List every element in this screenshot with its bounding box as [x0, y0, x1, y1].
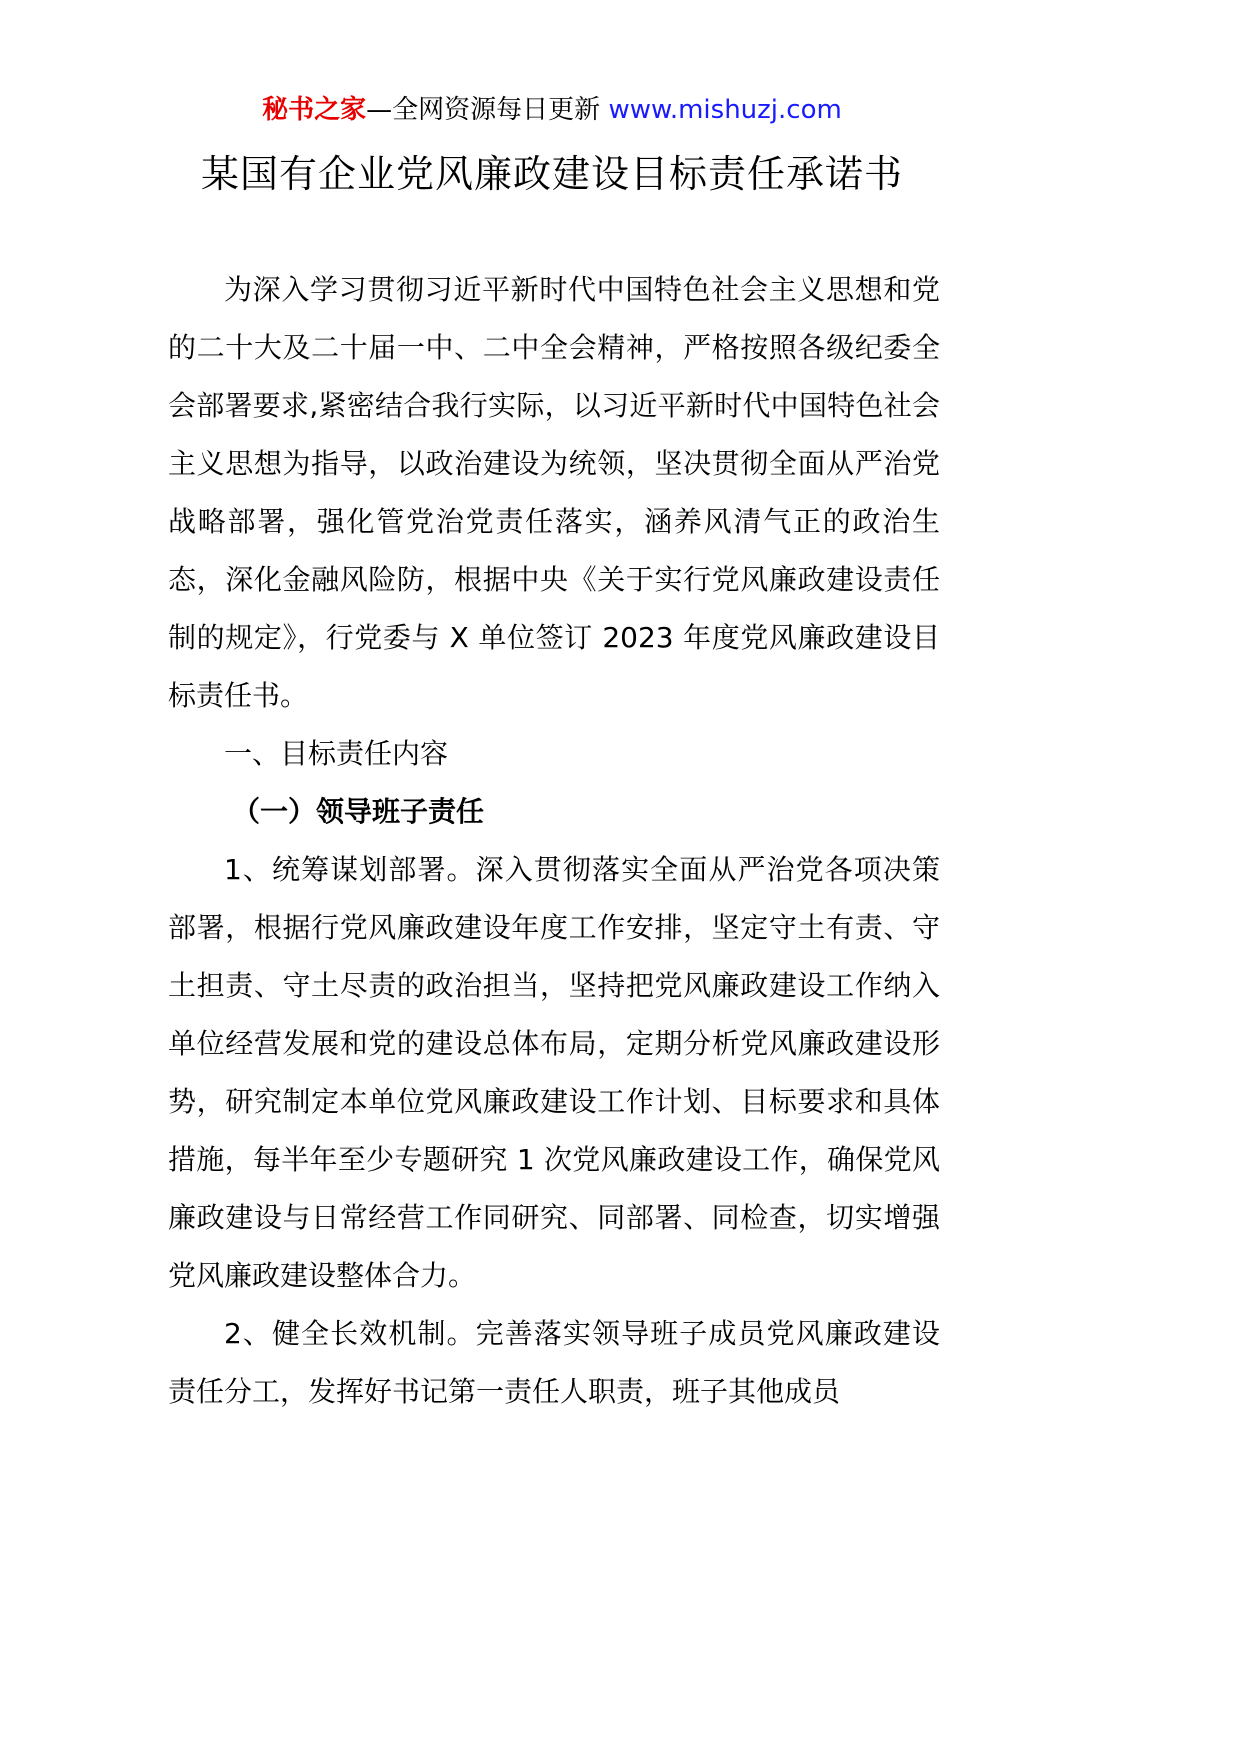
subsection-heading-1: （一）领导班子责任	[232, 795, 485, 828]
site-url[interactable]: www.mishuzj.com	[608, 95, 842, 125]
page-header	[0, 92, 1104, 128]
item-paragraph-1: 1、统筹谋划部署。深入贯彻落实全面从严治党各项决策部署，根据行党风廉政建设年度工作安排，坚定守土有责、守土担责、守土尽责的政治担当，坚持把党风廉政建设工作纳入单位经营发展和党的建设总体布局，定期分析党风廉政建设形势，研究制定本单位党风廉政建设工作计划、目标要求和具体措施，每半年至少专题研究 1 次党风廉政建设工作，确保党风廉政建设与日常经营工作同研究、同部署、同检查，切实增强党风廉政建设整体合力。	[168, 853, 940, 1292]
document-title: 某国有企业党风廉政建设目标责任承诺书	[200, 152, 903, 196]
site-name: 秘书之家	[262, 95, 367, 125]
document-body	[168, 261, 940, 1421]
section-heading-1: 一、目标责任内容	[224, 737, 449, 770]
site-slogan: —全网资源每日更新	[366, 95, 609, 125]
intro-paragraph: 为深入学习贯彻习近平新时代中国特色社会主义思想和党的二十大及二十届一中、二中全会精神，严格按照各级纪委全会部署要求,紧密结合我行实际，以习近平新时代中国特色社会主义思想为指导，以政治建设为统领，坚决贯彻全面从严治党战略部署，强化管党治党责任落实，涵养风清气正的政治生态，深化金融风险防，根据中央《关于实行党风廉政建设责任制的规定》，行党委与 X 单位签订 2023 年度党风廉政建设目标责任书。	[168, 273, 940, 712]
item-paragraph-2: 2、健全长效机制。完善落实领导班子成员党风廉政建设责任分工，发挥好书记第一责任人职责，班子其他成员	[168, 1317, 940, 1408]
